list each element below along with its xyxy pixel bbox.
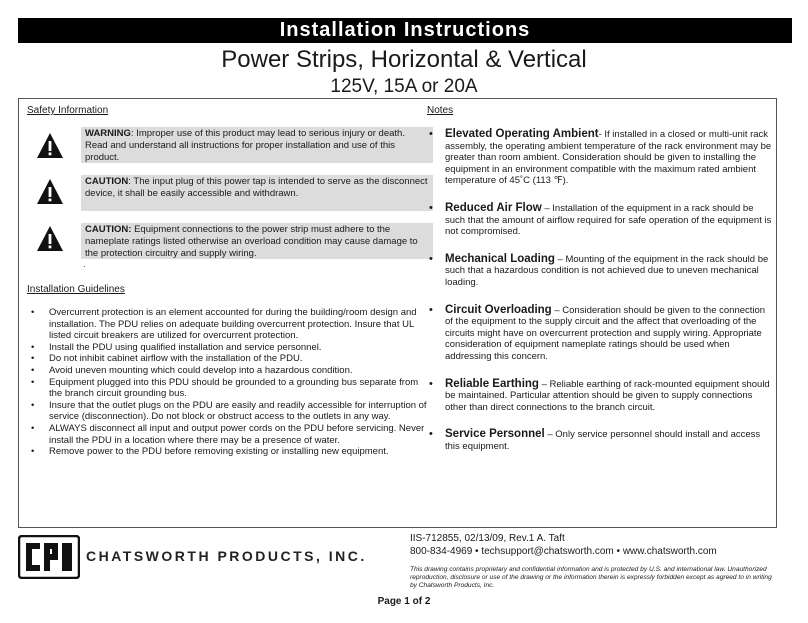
- note-title: Circuit Overloading: [445, 303, 552, 316]
- note-title: Elevated Operating Ambient: [445, 128, 599, 140]
- document-id: IIS-712855, 02/13/09, Rev.1 A. Taft: [410, 533, 565, 544]
- caution-text: : The input plug of this power tap is intended to serve as the disconnect device, it shall be easily accessible and withdrawn.: [85, 176, 428, 199]
- notes-list: [427, 129, 773, 468]
- company-logo: [18, 535, 80, 579]
- note-title: Service Personnel: [445, 428, 545, 441]
- caution-icon: [35, 224, 65, 254]
- warning-text: : Improper use of this product may lead to serious injury or death. Read and understand all instructions for proper installation and use of this product.: [85, 128, 405, 163]
- note-title: Mechanical Loading: [445, 252, 555, 265]
- note-text: – Consideration should be given to the connection of the equipment to the supply circuit and the affect that overloading of the circuits might have on overcurrent protection and supply wiring. Appropriate consideration of equipment nameplate ratings should be used when addressing this concern.: [445, 304, 766, 362]
- list-item: • Install the PDU using qualified installation and service personnel.: [27, 342, 427, 354]
- page-number: Page 1 of 2: [377, 596, 431, 607]
- caution-text: Equipment connections to the power strip must adhere to the nameplate ratings listed otherwise an overload condition may cause damage to the protection circuitry and supply wiring.: [85, 224, 418, 259]
- note-title: Reliable Earthing: [445, 377, 539, 390]
- company-name: CHATSWORTH PRODUCTS, INC.: [86, 548, 367, 564]
- warning-box: [81, 127, 433, 163]
- content-frame: [18, 98, 777, 528]
- page-subtitle: 125V, 15A or 20A: [330, 76, 478, 97]
- caution-box: [81, 175, 433, 211]
- list-item: • Avoid uneven mounting which could develop into a hazardous condition.: [27, 365, 427, 377]
- legal-notice: This drawing contains proprietary and confidential information and is protected by U.S. and international law. Unauthorized reproduction, disclosure or use of the drawing or the information therein is expressly forbidden except as agreed to in writing by Chatsworth Products, Inc.: [410, 566, 772, 589]
- list-item: [427, 429, 773, 452]
- warning-icon: [35, 131, 65, 161]
- list-item: • Remove power to the PDU before removing existing or installing new equipment.: [27, 446, 427, 458]
- list-item: • Do not inhibit cabinet airflow with the installation of the PDU.: [27, 353, 427, 365]
- note-text: - If installed in a closed or multi-unit rack assembly, the operating ambient temperature of the rack environment may be greater than room ambient. Consideration should be given to installing the equipment in an environment compatible with the maximum rated ambient temperature of 45˚C (113 ℉).: [445, 129, 772, 187]
- safety-heading: Safety Information: [27, 105, 109, 116]
- trailing-dot: .: [83, 259, 86, 269]
- list-item: • Insure that the outlet plugs on the PDU are easily and readily accessible for interruption of service (disconnection). Do not block or obstruct access to the outlets in any way.: [27, 400, 427, 423]
- guidelines-list: [27, 307, 427, 458]
- list-item: [427, 203, 773, 238]
- caution-label: CAUTION:: [85, 224, 132, 235]
- guidelines-heading: Installation Guidelines: [27, 284, 125, 295]
- contact-info: 800-834-4969 • techsupport@chatsworth.com • www.chatsworth.com: [410, 546, 717, 557]
- list-item: • Overcurrent protection is an element accounted for during the building/room design and installation. The PDU relies on adequate building overcurrent protection. Insure that UL listed circuit breakers are utilized for overcurrent protection.: [27, 307, 427, 342]
- warning-label: WARNING: [85, 128, 131, 139]
- note-title: Reduced Air Flow: [445, 201, 542, 214]
- list-item: [427, 254, 773, 289]
- note-text: – Mounting of the equipment in the rack should be such that a hazardous condition is not achieved due to uneven mechanical loading.: [445, 253, 769, 288]
- note-text: – Only service personnel should install and access this equipment.: [445, 429, 761, 452]
- caution-box: [81, 223, 433, 259]
- note-text: – Reliable earthing of rack-mounted equipment should be maintained. Particular attention should be given to supply connections other than direct connections to the branch circuit.: [445, 378, 770, 413]
- list-item: [427, 379, 773, 414]
- list-item: [427, 129, 773, 187]
- note-text: – Installation of the equipment in a rack should be such that the amount of airflow required for safe operation of the equipment is not compromised.: [445, 202, 772, 238]
- notes-heading: Notes: [427, 105, 454, 116]
- list-item: [427, 305, 773, 363]
- page-title: Power Strips, Horizontal & Vertical: [221, 46, 587, 73]
- caution-label: CAUTION: [85, 176, 129, 187]
- banner-title: Installation Instructions: [18, 18, 792, 43]
- list-item: • ALWAYS disconnect all input and output power cords on the PDU before servicing. Never install the PDU in a location where there may be a presence of water.: [27, 423, 427, 446]
- list-item: • Equipment plugged into this PDU should be grounded to a grounding bus separate from the branch circuit grounding bus.: [27, 377, 427, 400]
- caution-icon: [35, 177, 65, 207]
